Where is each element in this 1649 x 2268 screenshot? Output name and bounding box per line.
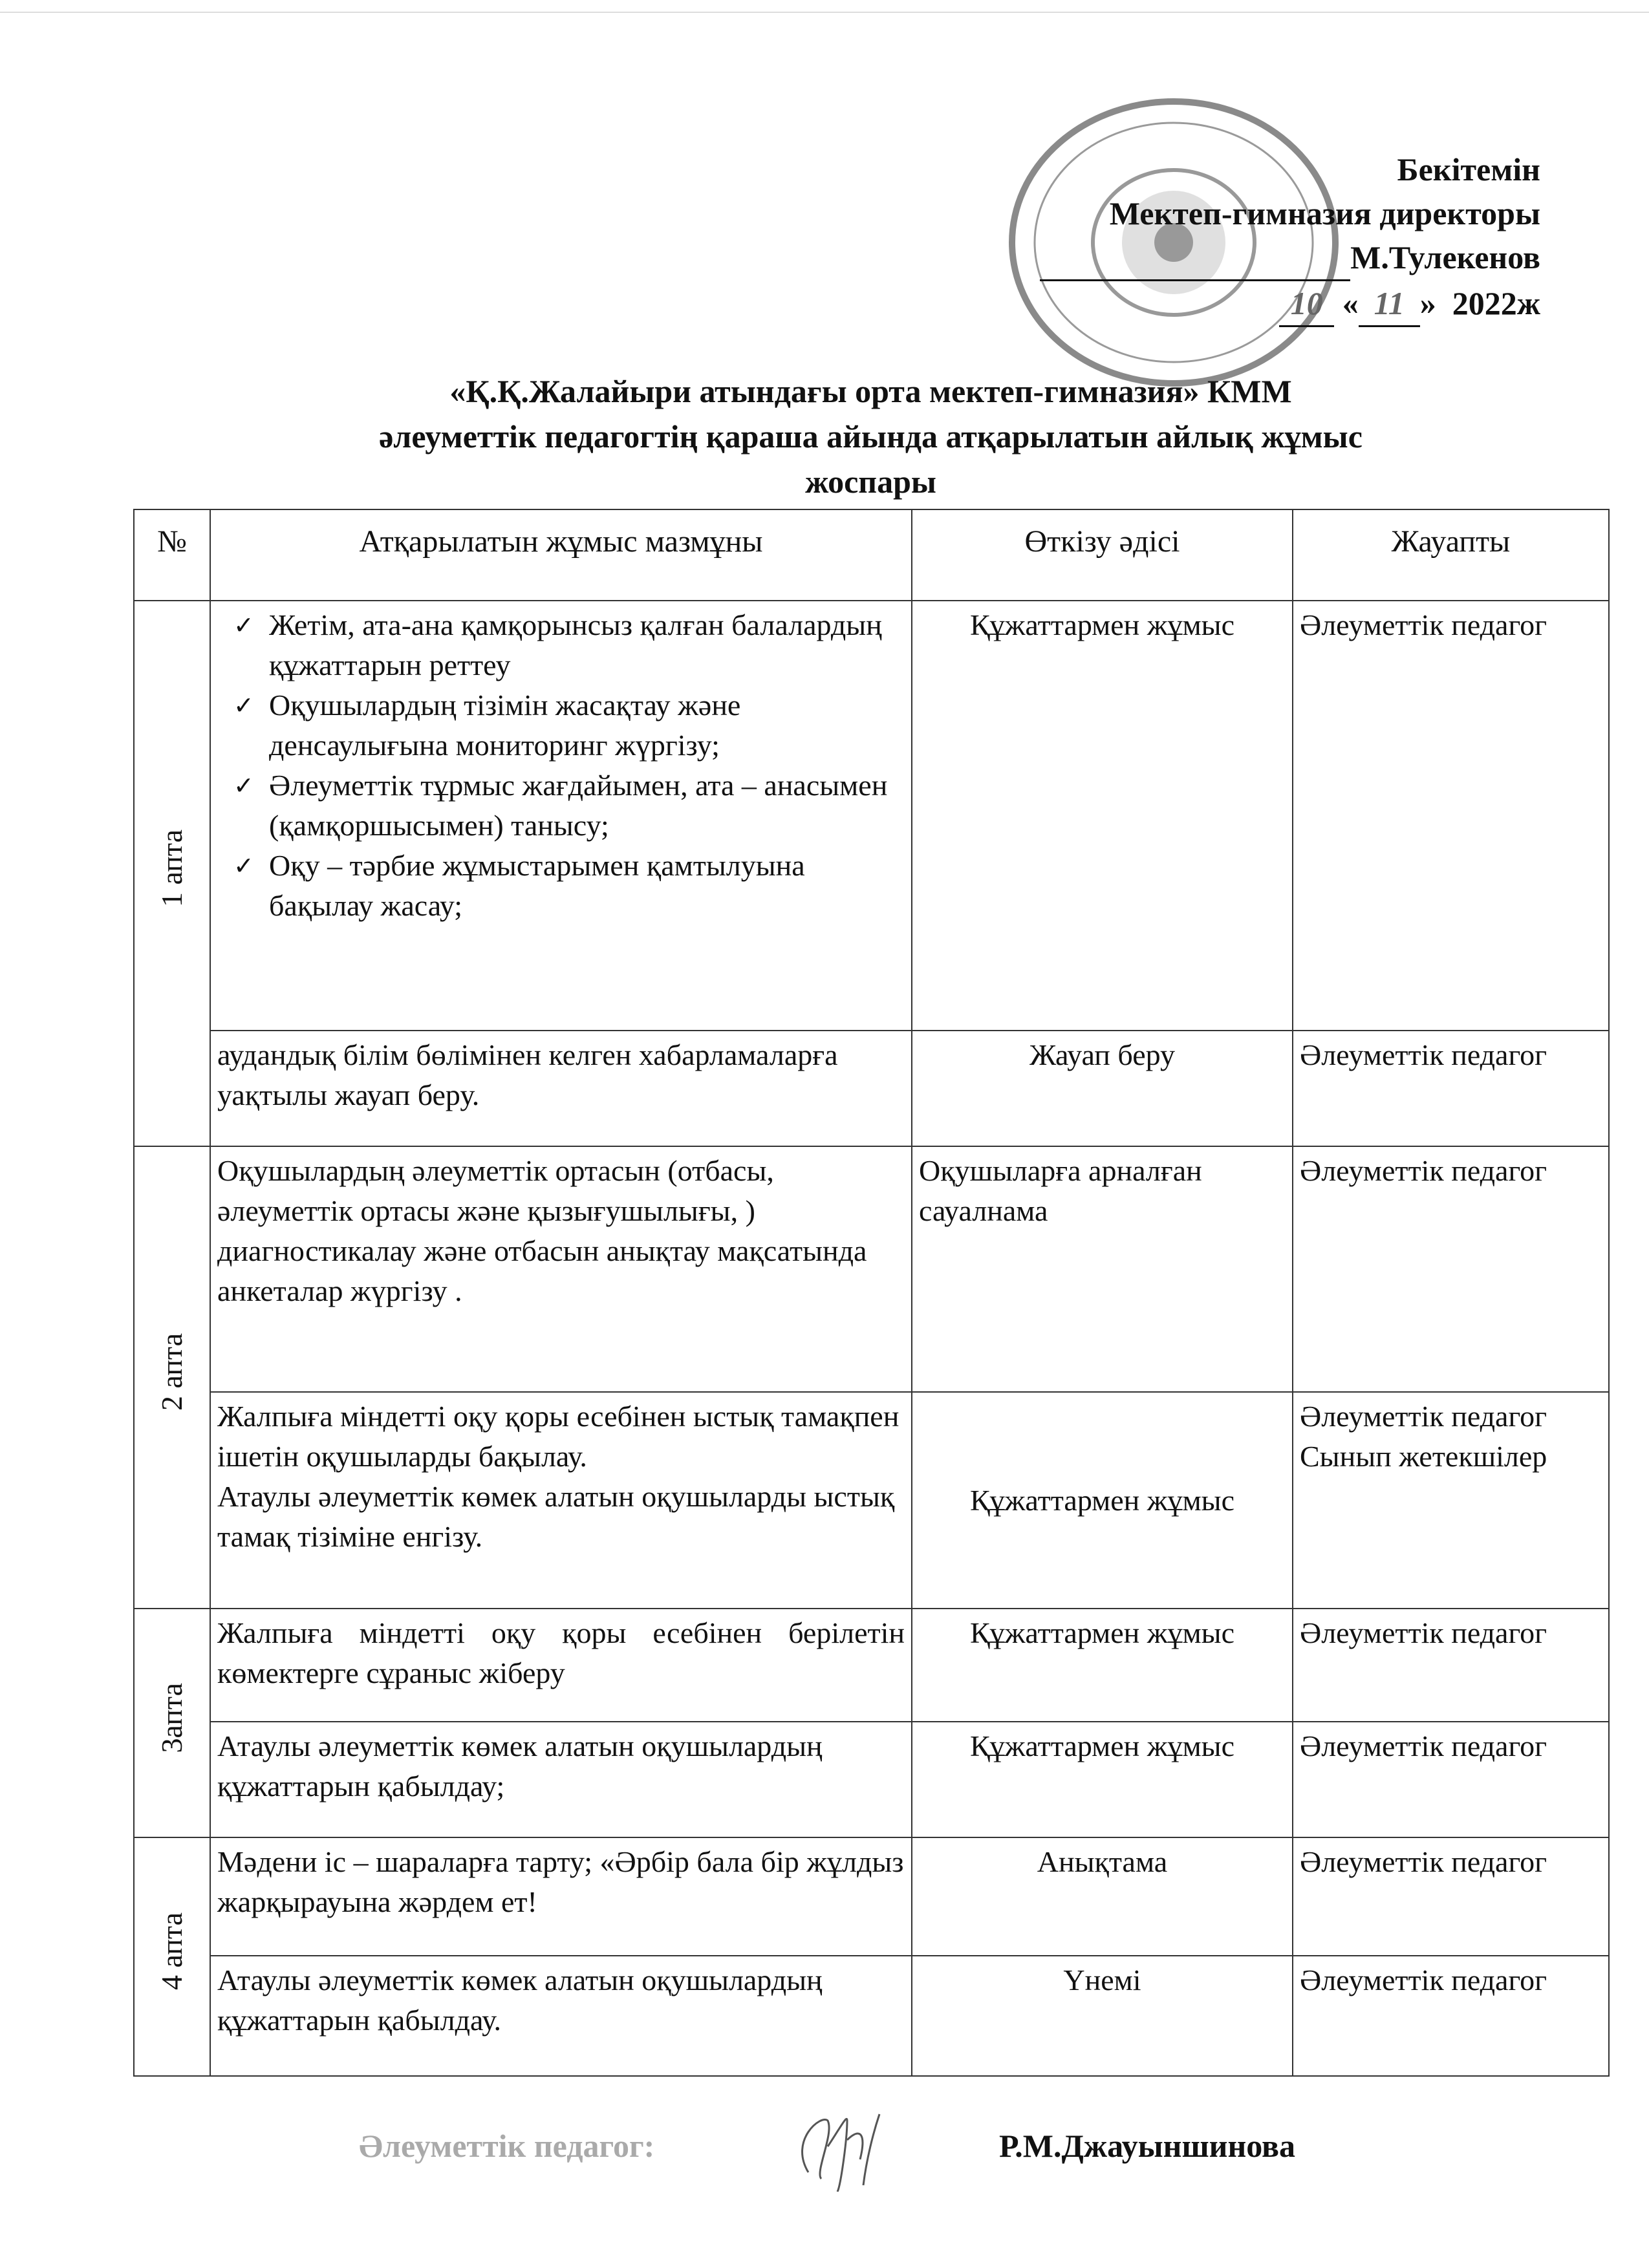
approval-position: Мектеп-гимназия директоры [1109, 195, 1540, 231]
checklist-item: ✓ Оқушылардың тізімін жасақтау және денсаулығына мониторинг жүргізу; [269, 685, 905, 765]
table-row [134, 1146, 1609, 1392]
week-label-cell [134, 1609, 210, 1837]
method-cell: Жауап беру [912, 1031, 1293, 1146]
checklist [217, 605, 905, 926]
date-year: 2022ж [1452, 285, 1540, 321]
week-label: 2 апта [155, 1333, 188, 1411]
responsible-cell: Әлеуметтік педагог [1293, 1837, 1609, 1956]
scan-edge-line [0, 12, 1649, 13]
footer-role: Әлеуметтік педагог: [359, 2128, 655, 2164]
table-row [134, 1609, 1609, 1722]
date-month: 11 [1359, 281, 1420, 327]
method-cell: Құжаттармен жұмыс [912, 1392, 1293, 1609]
week-label-cell [134, 601, 210, 1146]
director-name: М.Тулекенов [1350, 239, 1540, 275]
week-label: 3апта [155, 1682, 188, 1753]
week-label-cell [134, 1146, 210, 1609]
week-label-cell [134, 1837, 210, 2076]
table-row [134, 1392, 1609, 1609]
method-cell: Анықтама [912, 1837, 1293, 1956]
footer-name: Р.М.Джауыншинова [999, 2128, 1296, 2164]
checklist-item: ✓ Әлеуметтік тұрмыс жағдайымен, ата – анасымен (қамқоршысымен) танысу; [269, 765, 905, 846]
responsible-cell: Әлеуметтік педагог [1293, 1609, 1609, 1722]
content-cell: аудандық білім бөлімінен келген хабарламаларға уақтылы жауап беру. [210, 1031, 912, 1146]
content-cell: Атаулы әлеуметтік көмек алатын оқушылардың құжаттарын қабылдау. [210, 1956, 912, 2076]
responsible-cell: Әлеуметтік педагог [1293, 1956, 1609, 2076]
checklist-item: ✓ Оқу – тәрбие жұмыстарымен қамтылуына бақылау жасау; [269, 846, 905, 926]
date-day: 10 [1279, 281, 1334, 327]
handwritten-signature [782, 2101, 912, 2192]
content-cell: Жалпыға міндетті оқу қоры есебінен берілетін көмектерге сұраныс жіберу [210, 1609, 912, 1722]
method-cell: Құжаттармен жұмыс [912, 1722, 1293, 1837]
content-cell [210, 601, 912, 1031]
method-cell: Оқушыларға арналған сауалнама [912, 1146, 1293, 1392]
signature-line [1040, 235, 1350, 281]
method-cell: Құжаттармен жұмыс [912, 1609, 1293, 1722]
approval-title: Бекітемін [1397, 151, 1540, 187]
table-row [134, 1837, 1609, 1956]
work-plan-table [133, 509, 1610, 2077]
table-header-row [134, 509, 1609, 601]
approval-block: Бекітемін Мектеп-гимназия директоры М.Тулекенов 10 « 11 » 2022ж [1040, 147, 1540, 327]
table-row [134, 601, 1609, 1031]
table-row [134, 1722, 1609, 1837]
responsible-cell: Әлеуметтік педагог [1293, 601, 1609, 1031]
header-content: Атқарылатын жұмыс мазмұны [210, 509, 912, 601]
week-label: 4 апта [155, 1912, 188, 1991]
title-line-3: жоспары [805, 464, 936, 500]
responsible-cell: Әлеуметтік педагог [1293, 1031, 1609, 1146]
table-row [134, 1031, 1609, 1146]
responsible-cell: Әлеуметтік педагог Сынып жетекшілер [1293, 1392, 1609, 1609]
header-method: Өткізу әдісі [912, 509, 1293, 601]
method-cell: Үнемі [912, 1956, 1293, 2076]
title-line-2: әлеуметтік педагогтің қараша айында атқарылатын айлық жұмыс [379, 418, 1363, 455]
table-row [134, 1956, 1609, 2076]
responsible-cell: Әлеуметтік педагог [1293, 1722, 1609, 1837]
method-cell: Құжаттармен жұмыс [912, 601, 1293, 1031]
week-label: 1 апта [155, 829, 188, 907]
title-line-1: «Қ.Қ.Жалайыри атындағы орта мектеп-гимназия» КММ [449, 373, 1292, 409]
document-title [133, 369, 1608, 504]
header-number: № [134, 509, 210, 601]
content-cell: Мәдени іс – шараларға тарту; «Әрбір бала бір жұлдыз жарқырауына жәрдем ет! [210, 1837, 912, 1956]
content-cell: Жалпыға міндетті оқу қоры есебінен ыстық тамақпен ішетін оқушыларды бақылау. Атаулы әлеуметтік көмек алатын оқушыларды ыстық тамақ тізіміне енгізу. [210, 1392, 912, 1609]
checklist-item: ✓ Жетім, ата-ана қамқорынсыз қалған балалардың құжаттарын реттеу [269, 605, 905, 685]
responsible-cell: Әлеуметтік педагог [1293, 1146, 1609, 1392]
content-cell: Оқушылардың әлеуметтік ортасын (отбасы, әлеуметтік ортасы және қызығушылығы, ) диагностикалау және отбасын анықтау мақсатында анкеталар жүргізу . [210, 1146, 912, 1392]
content-cell: Атаулы әлеуметтік көмек алатын оқушылардың құжаттарын қабылдау; [210, 1722, 912, 1837]
header-responsible: Жауапты [1293, 509, 1609, 601]
